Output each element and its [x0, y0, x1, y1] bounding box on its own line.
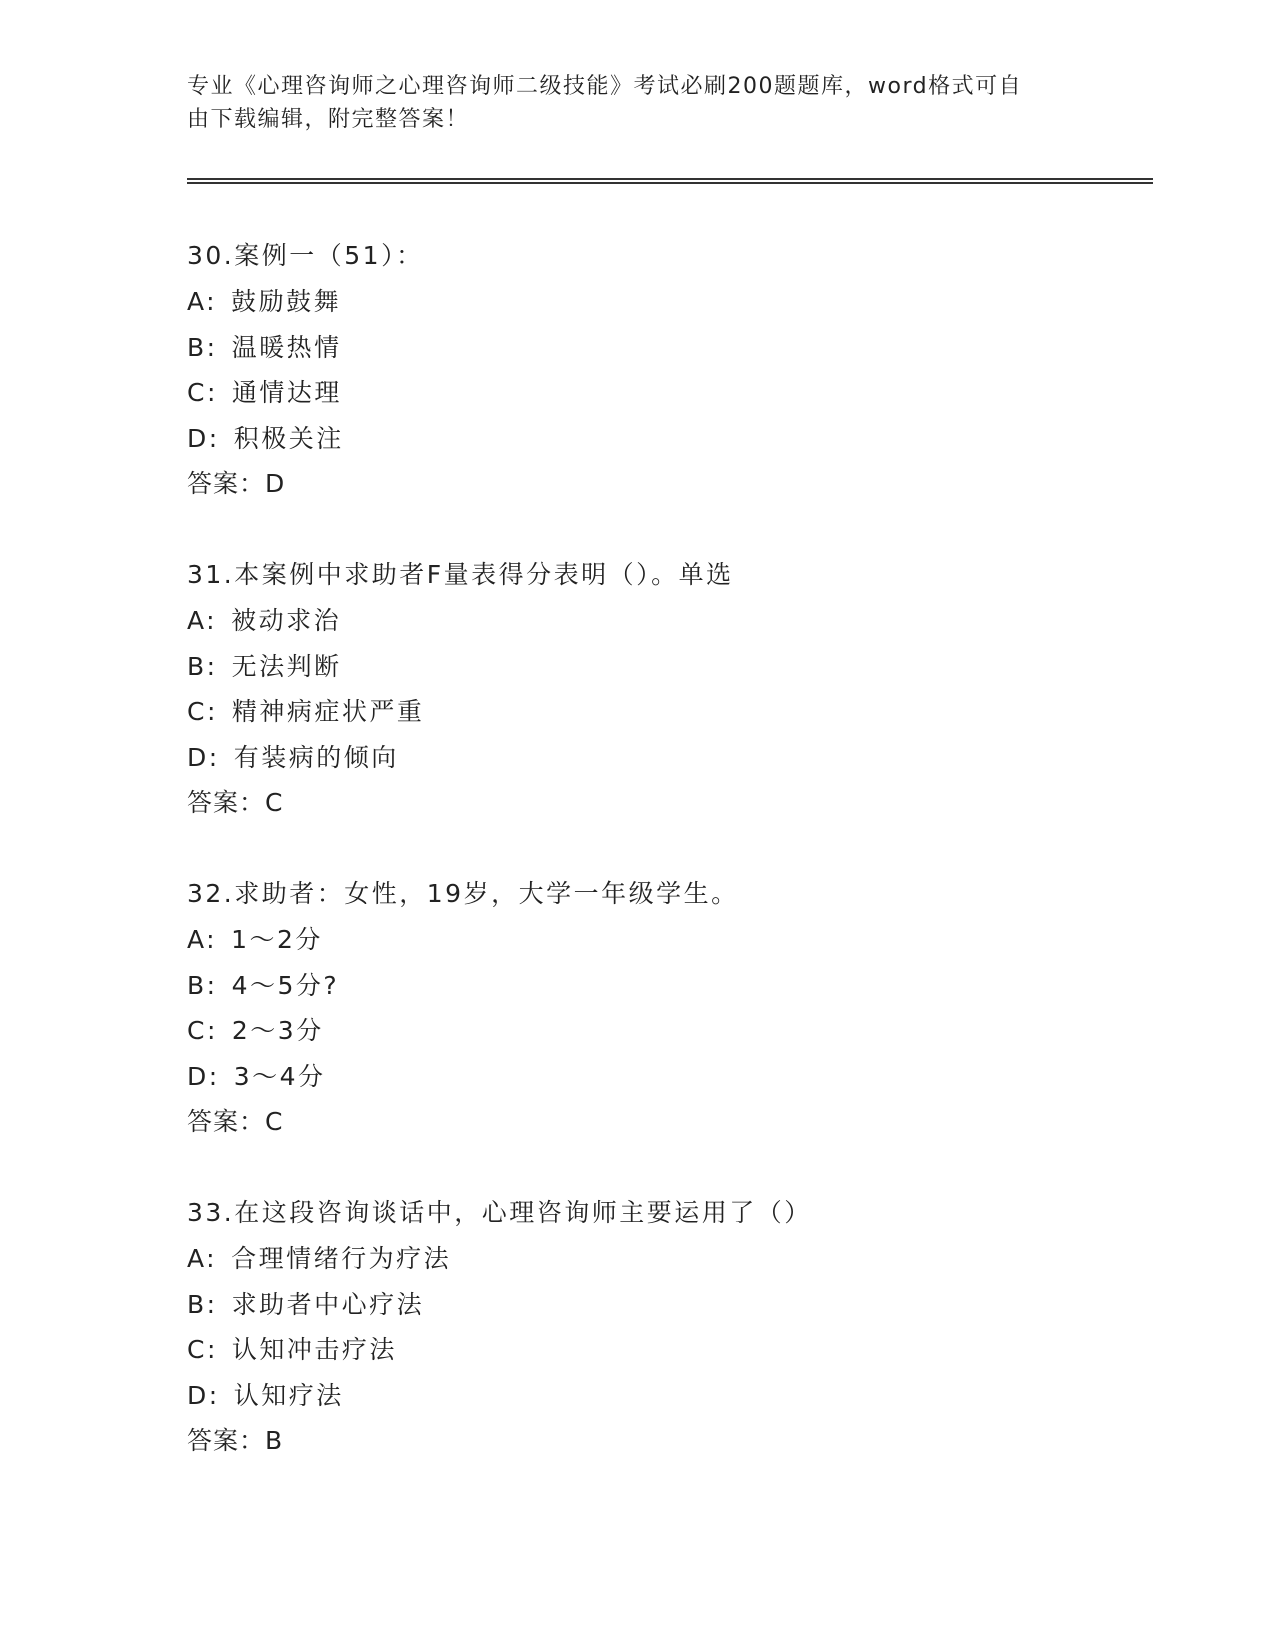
option-b: [187, 325, 1147, 371]
answer-line: 答案：C: [187, 788, 284, 817]
option-text: 精神病症状严重: [231, 697, 425, 726]
question-32: [187, 871, 1147, 1145]
option-text: 认知冲击疗法: [231, 1335, 397, 1364]
question-stem: 30.案例一（51）：: [187, 241, 424, 270]
option-d: [187, 416, 1147, 462]
option-d: [187, 1373, 1147, 1419]
header-divider: [187, 178, 1153, 184]
option-key: D:: [187, 423, 220, 453]
option-text: 合理情绪行为疗法: [231, 1244, 452, 1273]
option-c: [187, 370, 1147, 416]
question-30: [187, 233, 1147, 507]
option-key: A:: [187, 925, 218, 954]
option-text: 认知疗法: [233, 1380, 344, 1410]
option-key: A:: [187, 287, 218, 316]
option-key: C:: [187, 378, 218, 407]
option-text: 鼓励鼓舞: [231, 287, 342, 316]
document-header: [187, 70, 1067, 136]
option-key: B:: [187, 651, 218, 681]
option-a: [187, 279, 1147, 325]
answer-line: 答案：B: [187, 1426, 284, 1455]
option-key: C:: [187, 1016, 218, 1045]
header-line-2: 由下载编辑，附完整答案！: [187, 107, 470, 132]
option-key: A:: [187, 1244, 218, 1273]
question-stem: 31.本案例中求助者F量表得分表明（）。单选: [187, 560, 734, 589]
option-key: B:: [187, 970, 218, 1000]
option-a: [187, 1236, 1147, 1282]
option-key: B:: [187, 332, 218, 362]
option-key: B:: [187, 1289, 218, 1319]
option-b: [187, 1282, 1147, 1328]
option-b: [187, 963, 1147, 1009]
option-text: 3～4分: [233, 1061, 326, 1091]
option-a: [187, 917, 1147, 963]
option-d: [187, 735, 1147, 781]
answer-line: 答案：C: [187, 1107, 284, 1136]
option-key: C:: [187, 1335, 218, 1364]
question-33: [187, 1190, 1147, 1464]
option-text: 有装病的倾向: [233, 742, 399, 772]
option-text: 积极关注: [233, 423, 344, 453]
option-text: 2～3分: [231, 1016, 324, 1045]
option-c: [187, 689, 1147, 735]
option-key: C:: [187, 697, 218, 726]
question-stem: 33.在这段咨询谈话中，心理咨询师主要运用了（）: [187, 1198, 812, 1227]
option-text: 求助者中心疗法: [231, 1289, 425, 1319]
option-key: A:: [187, 606, 218, 635]
option-text: 1～2分: [231, 925, 323, 954]
option-c: [187, 1008, 1147, 1054]
option-text: 4～5分?: [231, 970, 340, 1000]
option-c: [187, 1327, 1147, 1373]
option-b: [187, 644, 1147, 690]
question-stem: 32.求助者：女性，19岁，大学一年级学生。: [187, 879, 739, 908]
option-text: 温暖热情: [231, 332, 342, 362]
answer-line: 答案：D: [187, 469, 286, 498]
option-text: 被动求治: [231, 606, 342, 635]
option-key: D:: [187, 742, 220, 772]
option-text: 通情达理: [231, 378, 342, 407]
header-line-1: 专业《心理咨询师之心理咨询师二级技能》考试必刷200题题库，word格式可自: [187, 74, 1023, 99]
option-d: [187, 1054, 1147, 1100]
question-31: [187, 552, 1147, 826]
option-a: [187, 598, 1147, 644]
option-key: D:: [187, 1380, 220, 1410]
option-text: 无法判断: [231, 651, 342, 681]
option-key: D:: [187, 1061, 220, 1091]
